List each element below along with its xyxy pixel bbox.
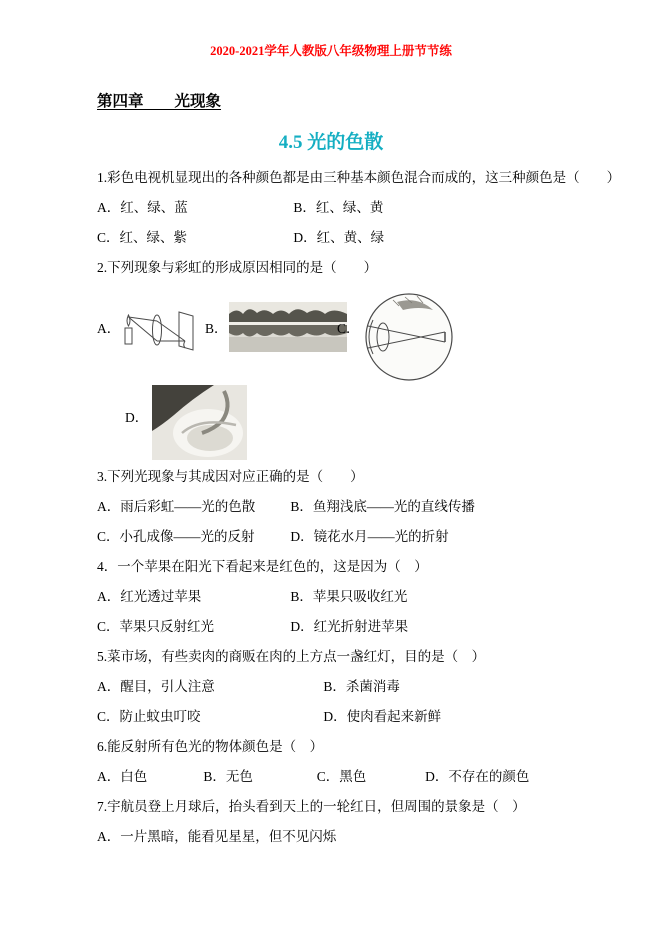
document-header: 2020-2021学年人教版八年级物理上册节节练: [210, 44, 452, 58]
q6-stem: 6.能反射所有色光的物体颜色是（ ）: [97, 739, 324, 754]
q2-option-a-label: A．: [97, 321, 121, 336]
q1-option-c: C．红、绿、紫: [97, 230, 188, 245]
trees-reflected-in-water-photo: [229, 302, 347, 352]
q6-option-c: C．黑色: [316, 769, 367, 784]
q5-options-row-2: [97, 702, 565, 732]
q3-option-b: B．鱼翔浅底——光的直线传播: [290, 499, 475, 514]
q4-option-c: C．苹果只反射红光: [97, 619, 215, 634]
q4-option-a: A．红光透过苹果: [97, 589, 202, 604]
section-title: 4.5 光的色散: [278, 132, 384, 153]
q4-option-b: B．苹果只吸收红光: [290, 589, 408, 604]
q3-options-row-2: [97, 522, 565, 552]
q2-option-d-label: D．: [125, 410, 149, 425]
q2-option-c-label: C．: [337, 321, 360, 336]
q6-option-a: A．白色: [97, 769, 148, 784]
q3-option-d: D．镜花水月——光的折射: [290, 529, 449, 544]
q1-options-row-2: [97, 223, 565, 253]
q2-figure-row-2: [97, 385, 565, 462]
q5-options-row-1: [97, 672, 565, 702]
q4-option-d: D．红光折射进苹果: [290, 619, 409, 634]
q2-figure-row-1: [97, 290, 565, 385]
q5-option-b: B．杀菌消毒: [323, 679, 400, 694]
q5-option-d: D．使肉看起来新鲜: [323, 709, 442, 724]
q5-option-a: A．醒目，引人注意: [97, 679, 215, 694]
q5-stem: 5.菜市场，有些卖肉的商贩在肉的上方点一盏红灯，目的是（ ）: [97, 649, 486, 664]
q6-option-d: D．不存在的颜色: [425, 769, 530, 784]
q3-stem: 3.下列光现象与其成因对应正确的是（ ）: [97, 469, 364, 484]
q5-option-c: C．防止蚊虫叮咬: [97, 709, 201, 724]
q4-options-row-1: [97, 582, 565, 612]
q7-stem: 7.宇航员登上月球后，抬头看到天上的一轮红日，但周围的景象是（ ）: [97, 799, 526, 814]
q2-option-b-label: B．: [205, 321, 228, 336]
q1-option-a: A．红、绿、蓝: [97, 200, 188, 215]
q6-option-b: B．无色: [203, 769, 253, 784]
q2-stem: 2.下列现象与彩虹的形成原因相同的是（ ）: [97, 260, 378, 275]
q1-option-b: B．红、绿、黄: [293, 200, 384, 215]
chapter-heading: 第四章 光现象: [97, 93, 222, 110]
q3-option-a: A．雨后彩虹——光的色散: [97, 499, 256, 514]
q7-option-a: A．一片黑暗，能看见星星，但不见闪烁: [97, 829, 337, 844]
q1-stem: 1.彩色电视机显现出的各种颜色都是由三种基本颜色混合而成的，这三种颜色是（ ）: [97, 170, 621, 185]
refraction-in-water-photo: [152, 385, 247, 460]
q3-options-row-1: [97, 492, 565, 522]
q1-options-row-1: [97, 193, 565, 223]
candle-lens-screen-experiment-diagram: [119, 300, 207, 360]
q3-option-c: C．小孔成像——光的反射: [97, 529, 255, 544]
q4-stem: 4．一个苹果在阳光下看起来是红色的，这是因为（ ）: [97, 559, 428, 574]
human-eye-cross-section-diagram: [363, 290, 456, 383]
q1-option-d: D．红、黄、绿: [293, 230, 385, 245]
q4-options-row-2: [97, 612, 565, 642]
q6-options-row: [97, 762, 565, 792]
